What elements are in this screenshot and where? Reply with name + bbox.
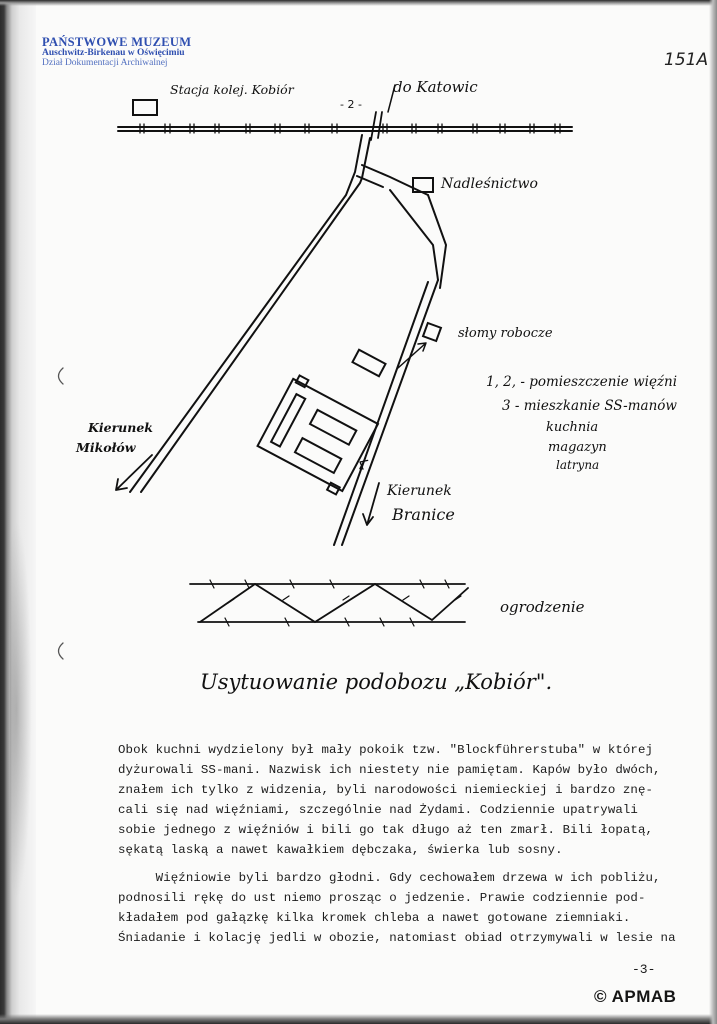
- map-title: Usytuowanie podobozu „Kobiór".: [200, 670, 553, 694]
- page-number: -3-: [632, 962, 656, 977]
- label-fence: ogrodzenie: [500, 598, 585, 616]
- legend-line-5: latryna: [556, 458, 600, 472]
- body-line: kładałem pod gałązkę kilka kromek chleba a nawet gotowane ziemniaki.: [118, 911, 631, 925]
- legend-line-4: magazyn: [548, 440, 607, 455]
- legend-line-1: 1, 2, - pomieszczenie więźni: [486, 374, 678, 390]
- label-mikolow: Mikołów: [76, 440, 136, 455]
- body-line: znałem ich tylko z widzenia, byli narodowości niemieckiej i bardzo znę-: [118, 783, 654, 797]
- label-mikolow-direction: Kierunek: [88, 420, 153, 435]
- body-line: cali się nad więźniami, szczególnie nad Żydami. Codziennie upatrywali: [118, 803, 638, 817]
- railway-line: [118, 124, 572, 133]
- body-line: sękatą laską a nawet kawałkiem dębczaka, świerka lub sosny.: [118, 843, 563, 857]
- station-building: [133, 100, 157, 115]
- body-line: Śniadanie i kolację jedli w obozie, natomiast obiad otrzymywali w lesie na: [118, 931, 676, 945]
- scan-bottom-edge: [0, 1014, 717, 1024]
- label-forestry: Nadleśnictwo: [441, 176, 538, 192]
- body-line: dyżurowali SS-mani. Nazwisk ich niestety nie pamiętam. Kapów było dwóch,: [118, 763, 661, 777]
- stamp-line-2: Auschwitz-Birkenau w Oświęcimiu: [42, 48, 185, 59]
- body-line: Więźniowie byli bardzo głodni. Gdy cechowałem drzewa w ich pobliżu,: [118, 871, 661, 885]
- label-straw-sheds: słomy robocze: [458, 326, 553, 341]
- archive-number: 151A: [664, 50, 709, 70]
- label-station: Stacja kolej. Kobiór: [170, 82, 294, 97]
- label-branice: Branice: [392, 505, 455, 524]
- legend-line-2: 3 - mieszkanie SS-manów: [502, 398, 677, 414]
- label-branice-direction: Kierunek: [387, 483, 452, 499]
- fence-symbol: [190, 580, 468, 626]
- legend-line-3: kuchnia: [546, 420, 599, 435]
- marker-2: - 2 -: [340, 98, 362, 111]
- label-to-katowice: do Katowic: [393, 78, 478, 96]
- body-text: [118, 740, 698, 948]
- camp-compound: [255, 374, 388, 501]
- stamp-line-1: PAŃSTWOWE MUZEUM: [42, 35, 192, 49]
- stamp-line-3: Dział Dokumentacji Archiwalnej: [42, 58, 168, 69]
- body-line: Obok kuchni wydzielony był mały pokoik tzw. "Blockführerstuba" w której: [118, 743, 654, 757]
- body-line: podnosili rękę do ust niemo prosząc o jedzenie. Prawie codziennie pod-: [118, 891, 646, 905]
- body-line: sobie jednego z więźniów i bili go tak długo aż ten zmarł. Bili łopatą,: [118, 823, 654, 837]
- copyright-watermark: © APMAB: [594, 987, 677, 1006]
